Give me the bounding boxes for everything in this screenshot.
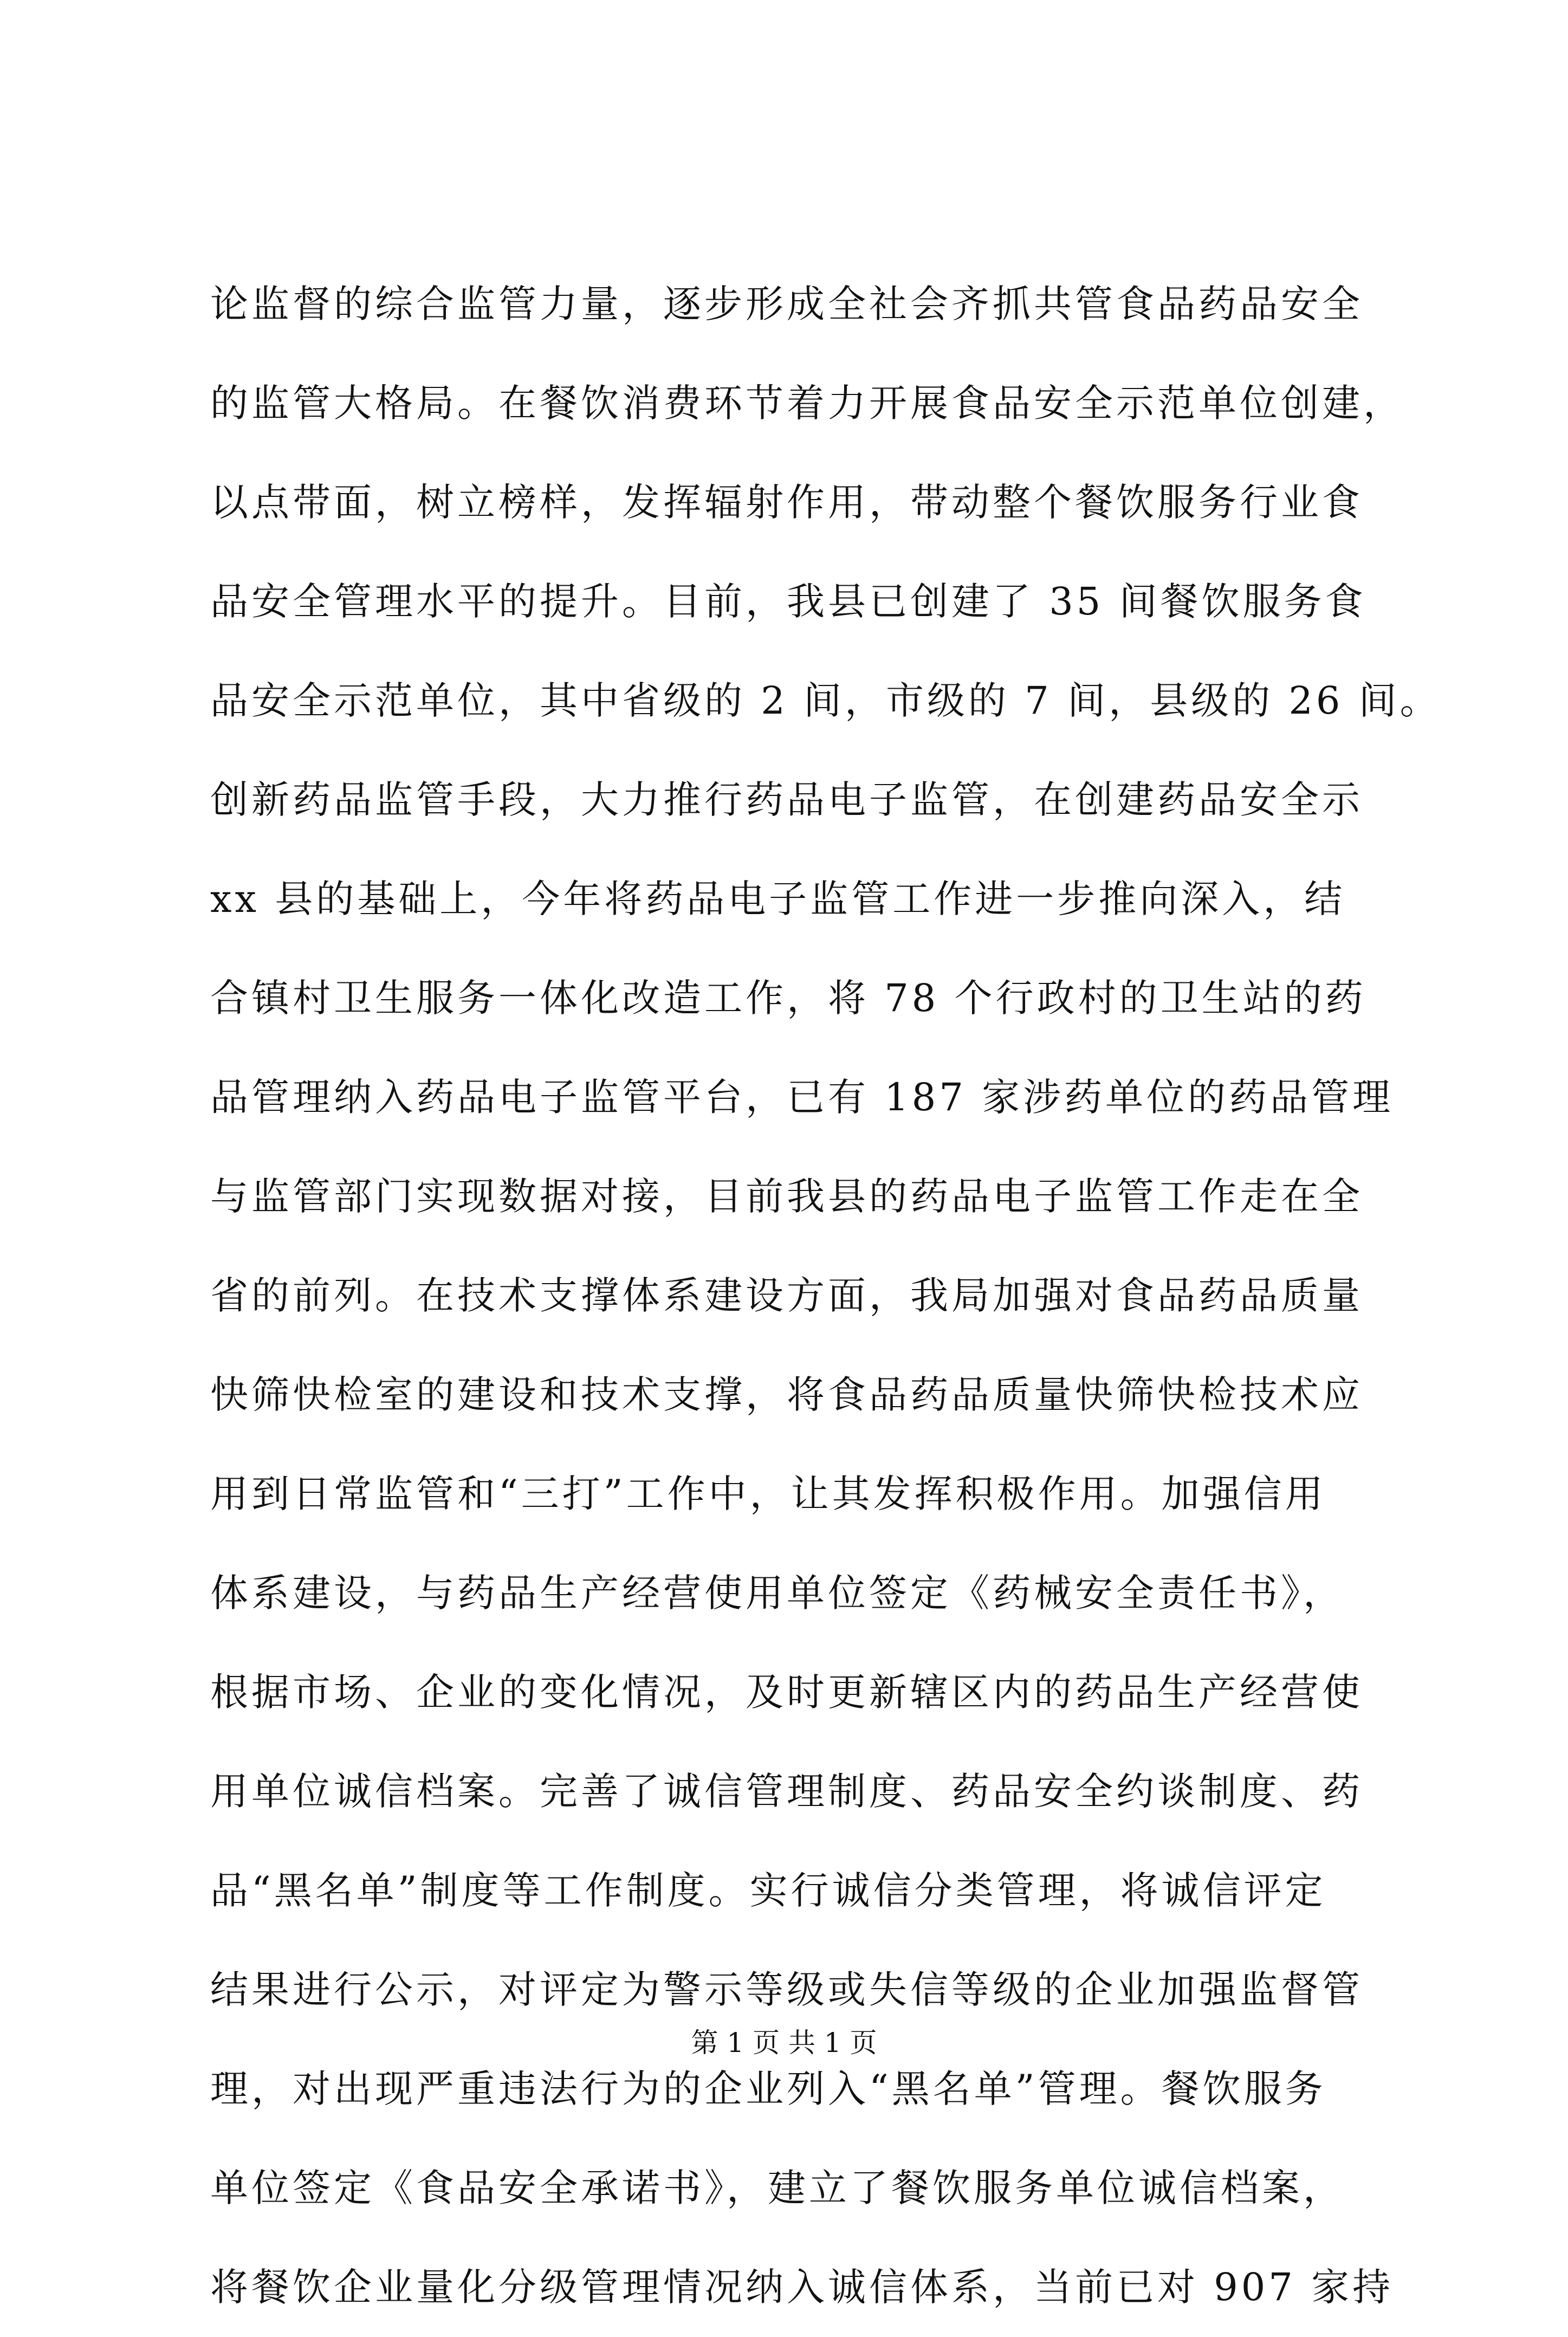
text-line: 用单位诚信档案。完善了诚信管理制度、药品安全约谈制度、药 [210, 1769, 1363, 1814]
text-line: 根据市场、企业的变化情况，及时更新辖区内的药品生产经营使 [210, 1670, 1363, 1714]
page-number: 第 1 页 共 1 页 [691, 2027, 877, 2058]
text-line: 品安全示范单位，其中省级的 2 间，市级的 7 间，县级的 26 间。 [210, 678, 1441, 723]
text-line: 的监管大格局。在餐饮消费环节着力开展食品安全示范单位创建， [210, 381, 1404, 425]
text-line: 与监管部门实现数据对接，目前我县的药品电子监管工作走在全 [210, 1174, 1363, 1219]
text-line: xx 县的基础上，今年将药品电子监管工作进一步推向深入，结 [210, 877, 1346, 921]
text-line: 品“黑名单”制度等工作制度。实行诚信分类管理，将诚信评定 [210, 1868, 1326, 1913]
text-line: 快筛快检室的建设和技术支撑，将食品药品质量快筛快检技术应 [210, 1373, 1363, 1417]
page-footer [0, 2024, 1568, 2062]
text-line: 单位签定《食品安全承诺书》，建立了餐饮服务单位诚信档案， [210, 2166, 1344, 2210]
text-line: 省的前列。在技术支撑体系建设方面，我局加强对食品药品质量 [210, 1273, 1363, 1318]
text-line: 品安全管理水平的提升。目前，我县已创建了 35 间餐饮服务食 [210, 579, 1366, 624]
text-line: 品管理纳入药品电子监管平台，已有 187 家涉药单位的药品管理 [210, 1075, 1394, 1119]
text-line: 以点带面，树立榜样，发挥辐射作用，带动整个餐饮服务行业食 [210, 480, 1363, 525]
text-line: 用到日常监管和“三打”工作中，让其发挥积极作用。加强信用 [210, 1472, 1326, 1516]
text-line: 体系建设，与药品生产经营使用单位签定《药械安全责任书》， [210, 1571, 1344, 1615]
text-line: 合镇村卫生服务一体化改造工作，将 78 个行政村的卫生站的药 [210, 976, 1366, 1020]
text-line: 理，对出现严重违法行为的企业列入“黑名单”管理。餐饮服务 [210, 2067, 1326, 2111]
text-line: 创新药品监管手段，大力推行药品电子监管，在创建药品安全示 [210, 778, 1363, 822]
text-line: 结果进行公示，对评定为警示等级或失信等级的企业加强监督管 [210, 1967, 1363, 2012]
text-line: 论监督的综合监管力量，逐步形成全社会齐抓共管食品药品安全 [210, 282, 1363, 326]
text-line: 将餐饮企业量化分级管理情况纳入诚信体系，当前已对 907 家持 [210, 2265, 1394, 2309]
